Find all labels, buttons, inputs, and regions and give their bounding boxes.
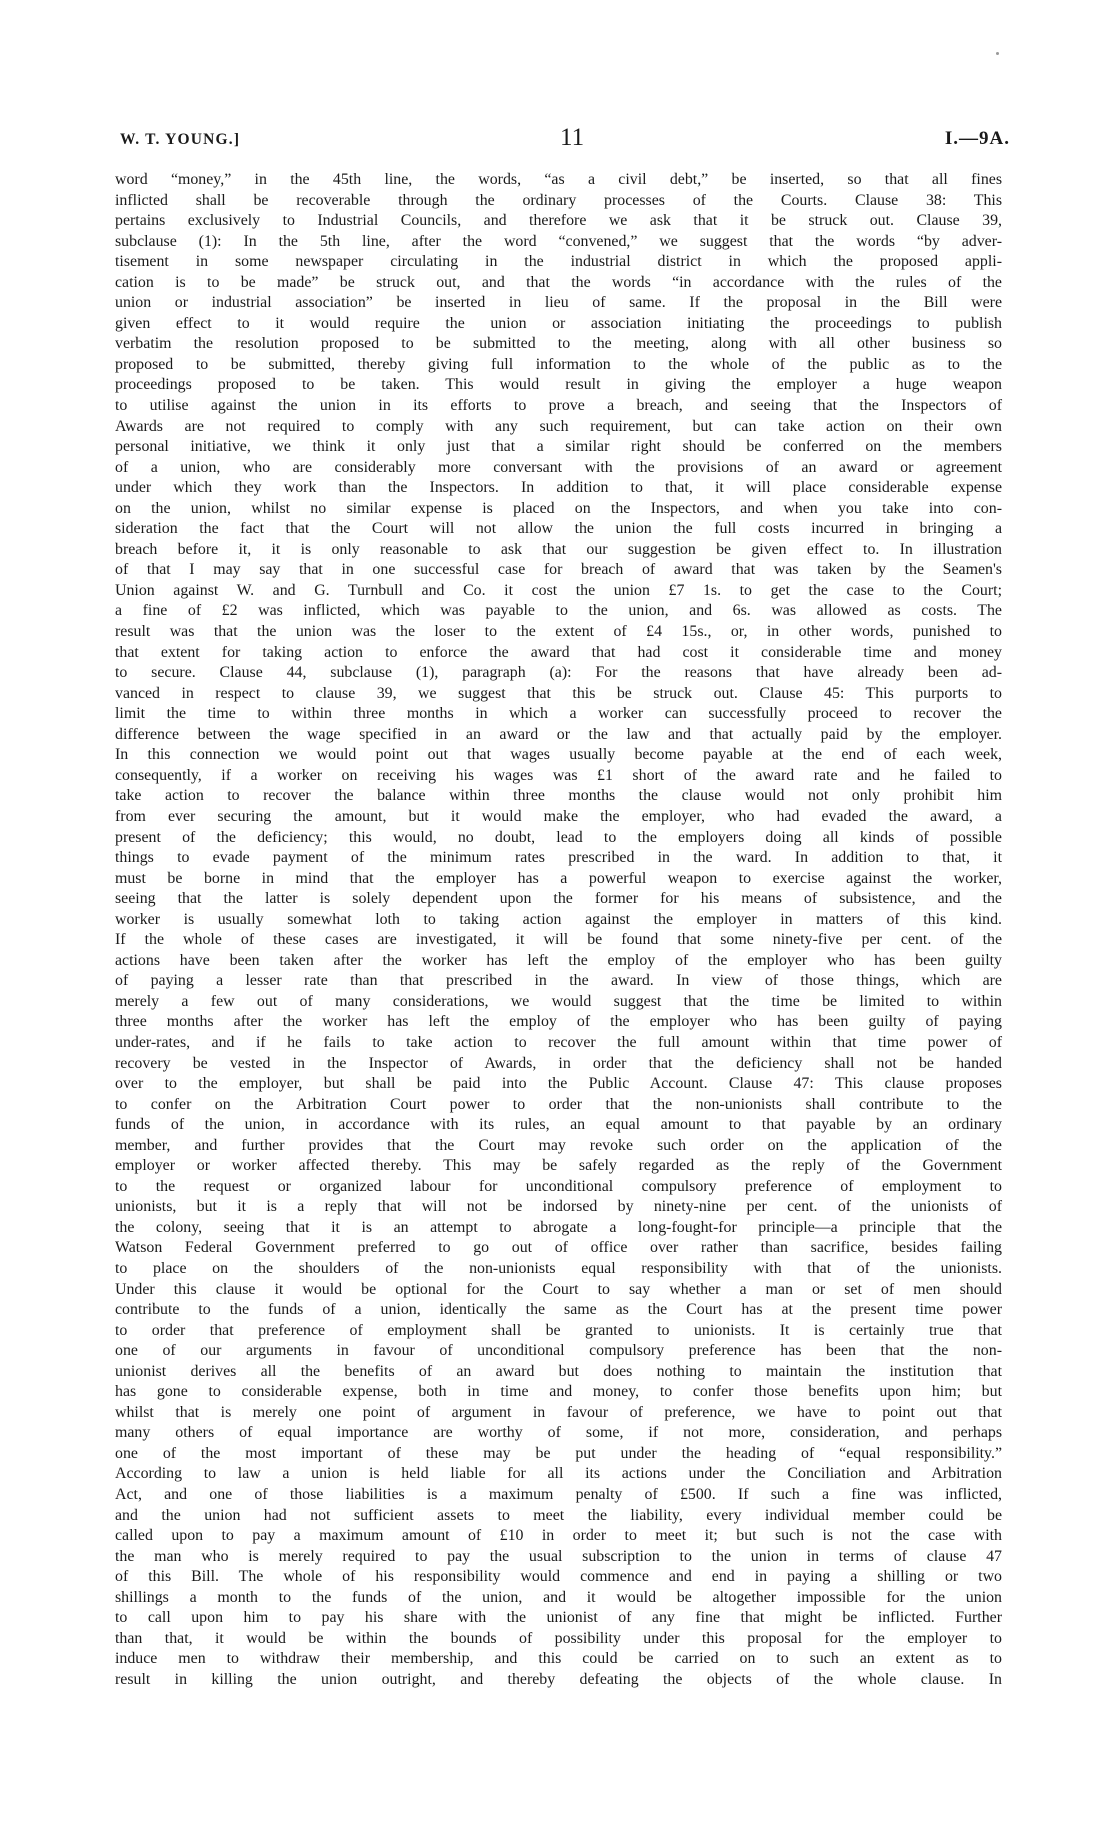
text-line: and the union had not sufficient assets to meet the liability, every individual member could be (115, 1506, 1002, 1524)
text-line: Awards are not required to comply with any such requirement, but can take action on their own (115, 417, 1002, 435)
text-line: consequently, if a worker on receiving his wages was £1 short of the award rate and he failed to (115, 766, 1002, 784)
text-line: personal initiative, we think it only just that a similar right should be conferred on the members (115, 438, 1002, 456)
text-line: actions have been taken after the worker has left the employ of the employer who has been guilty (115, 951, 1002, 969)
text-line: result in killing the union outright, and thereby defeating the objects of the whole clause. In (115, 1670, 1002, 1688)
text-line: verbatim the resolution proposed to be submitted to the meeting, along with all other business so (115, 335, 1002, 353)
text-line: shillings a month to the funds of the union, and it would be altogether impossible for the union (115, 1588, 1002, 1606)
text-line: vanced in respect to clause 39, we suggest that this be struck out. Clause 45: This purports to (115, 684, 1002, 702)
text-line: limit the time to within three months in which a worker can successfully proceed to recover the (115, 705, 1002, 723)
text-line: the man who is merely required to pay the usual subscription to the union in terms of clause 47 (115, 1547, 1002, 1565)
text-line: difference between the wage specified in an award or the law and that actually paid by the employer. (115, 725, 1002, 743)
text-line: over to the employer, but shall be paid into the Public Account. Clause 47: This clause proposes (115, 1075, 1002, 1093)
text-line: of paying a lesser rate than that prescribed in the award. In view of those things, which are (115, 972, 1002, 990)
text-line: three months after the worker has left the employ of the employer who has been guilty of paying (115, 1013, 1002, 1031)
text-line: has gone to considerable expense, both in time and money, to confer those benefits upon him; but (115, 1383, 1002, 1401)
text-line: seeing that the latter is solely dependent upon the former for his means of subsistence, and the (115, 890, 1002, 908)
text-line: subclause (1): In the 5th line, after the word “convened,” we suggest that the words “by adver- (115, 232, 1002, 250)
text-line: to confer on the Arbitration Court power to order that the non-unionists shall contribute to the (115, 1095, 1002, 1113)
text-line: of a union, who are considerably more conversant with the provisions of an award or agreement (115, 458, 1002, 476)
text-line: to place on the shoulders of the non-unionists equal responsibility with that of the unionists. (115, 1259, 1002, 1277)
text-line: proposed to be submitted, thereby giving full information to the whole of the public as to the (115, 355, 1002, 373)
text-line: Watson Federal Government preferred to go out of office over rather than sacrifice, besides failing (115, 1239, 1002, 1257)
text-line: under which they work than the Inspectors. In addition to that, it will place considerable expense (115, 479, 1002, 497)
text-line: induce men to withdraw their membership, and this could be carried on to such an extent as to (115, 1650, 1002, 1668)
text-line: worker is usually somewhat loth to taking action against the employer in matters of this kind. (115, 910, 1002, 928)
text-line: must be borne in mind that the employer has a powerful weapon to exercise against the worker, (115, 869, 1002, 887)
text-line: union or industrial association” be inserted in lieu of same. If the proposal in the Bill were (115, 294, 1002, 312)
text-line: to utilise against the union in its efforts to prove a breach, and seeing that the Inspectors of (115, 397, 1002, 415)
text-line: one of our arguments in favour of unconditional compulsory preference has been that the non- (115, 1342, 1002, 1360)
body-text (115, 170, 1002, 1690)
text-line: whilst that is merely one point of argument in favour of preference, we have to point out that (115, 1403, 1002, 1421)
text-line: Under this clause it would be optional for the Court to say whether a man or set of men should (115, 1280, 1002, 1298)
text-line: In this connection we would point out that wages usually become payable at the end of each week, (115, 746, 1002, 764)
text-line: a fine of £2 was inflicted, which was payable to the union, and 6s. was allowed as costs. The (115, 602, 1002, 620)
scan-speck (996, 52, 999, 55)
text-line: result was that the union was the loser to the extent of £4 15s., or, in other words, punished to (115, 623, 1002, 641)
text-line: tisement in some newspaper circulating in the industrial district in which the proposed appli- (115, 253, 1002, 271)
text-line: If the whole of these cases are investigated, it will be found that some ninety-five per cent. of the (115, 931, 1002, 949)
text-line: on the union, whilst no similar expense is placed on the Inspectors, and when you take into con- (115, 499, 1002, 517)
text-line: to call upon him to pay his share with the unionist of any fine that might be inflicted. Further (115, 1609, 1002, 1627)
text-line: employer or worker affected thereby. This may be safely regarded as the reply of the Government (115, 1157, 1002, 1175)
text-line: to secure. Clause 44, subclause (1), paragraph (a): For the reasons that have already been ad- (115, 664, 1002, 682)
text-line: proceedings proposed to be taken. This would result in giving the employer a huge weapon (115, 376, 1002, 394)
text-line: take action to recover the balance within three months the clause would not only prohibit him (115, 787, 1002, 805)
text-line: things to evade payment of the minimum rates prescribed in the ward. In addition to that, it (115, 849, 1002, 867)
text-line: called upon to pay a maximum amount of £10 in order to meet it; but such is not the case with (115, 1527, 1002, 1545)
text-line: According to law a union is held liable for all its actions under the Conciliation and Arbitration (115, 1465, 1002, 1483)
text-line: member, and further provides that the Court may revoke such order on the application of the (115, 1136, 1002, 1154)
text-line: from ever securing the amount, but it would make the employer, who had evaded the award, a (115, 807, 1002, 825)
text-line: cation is to be made” be struck out, and that the words “in accordance with the rules of the (115, 273, 1002, 291)
text-line: unionists, but it is a reply that will not be indorsed by ninety-nine per cent. of the unionists of (115, 1198, 1002, 1216)
text-line: recovery be vested in the Inspector of Awards, in order that the deficiency shall not be handed (115, 1054, 1002, 1072)
page-header (120, 124, 1010, 158)
text-line: inflicted shall be recoverable through the ordinary processes of the Courts. Clause 38: This (115, 191, 1002, 209)
text-line: contribute to the funds of a union, identically the same as the Court has at the present time power (115, 1301, 1002, 1319)
text-line: word “money,” in the 45th line, the words, “as a civil debt,” be inserted, so that all fines (115, 171, 1002, 188)
text-line: Union against W. and G. Turnbull and Co. it cost the union £7 1s. to get the case to the Court; (115, 581, 1002, 599)
paper-code: I.—9A. (944, 128, 1010, 149)
text-line: to order that preference of employment shall be granted to unionists. It is certainly true that (115, 1321, 1002, 1339)
text-line: Act, and one of those liabilities is a maximum penalty of £500. If such a fine was inflicted, (115, 1486, 1002, 1503)
text-line: than that, it would be within the bounds of possibility under this proposal for the employer to (115, 1629, 1002, 1647)
text-line: merely a few out of many considerations, we would suggest that the time be limited to within (115, 992, 1002, 1010)
text-line: of that I may say that in one successful case for breach of award that was taken by the Seamen's (115, 561, 1002, 579)
text-line: to the request or organized labour for unconditional compulsory preference of employment to (115, 1177, 1002, 1195)
text-line: sideration the fact that the Court will not allow the union the full costs incurred in bringing a (115, 520, 1002, 538)
running-head-author: W. T. YOUNG.] (120, 131, 241, 148)
text-line: pertains exclusively to Industrial Councils, and therefore we ask that it be struck out. Clause 39, (115, 212, 1002, 230)
text-line: the colony, seeing that it is an attempt to abrogate a long-fought-for principle—a principle that the (115, 1218, 1002, 1236)
text-line: present of the deficiency; this would, no doubt, lead to the employers doing all kinds of possible (115, 828, 1002, 846)
text-line: many others of equal importance are worthy of some, if not more, consideration, and perhaps (115, 1424, 1002, 1442)
text-line: funds of the union, in accordance with its rules, an equal amount to that payable by an ordinary (115, 1116, 1002, 1134)
text-line: breach before it, it is only reasonable to ask that our suggestion be given effect to. In illustration (115, 540, 1002, 558)
text-line: of this Bill. The whole of his responsibility would commence and end in paying a shilling or two (115, 1568, 1002, 1586)
text-line: that extent for taking action to enforce the award that had cost it considerable time and money (115, 643, 1002, 661)
text-line: one of the most important of these may be put under the heading of “equal responsibility.” (115, 1444, 1002, 1462)
text-line: under-rates, and if he fails to take action to recover the full amount within that time power of (115, 1033, 1002, 1051)
text-line: unionist derives all the benefits of an award but does nothing to maintain the institution that (115, 1362, 1002, 1380)
text-line: given effect to it would require the union or association initiating the proceedings to publish (115, 314, 1002, 332)
page-number: 11 (560, 124, 585, 151)
